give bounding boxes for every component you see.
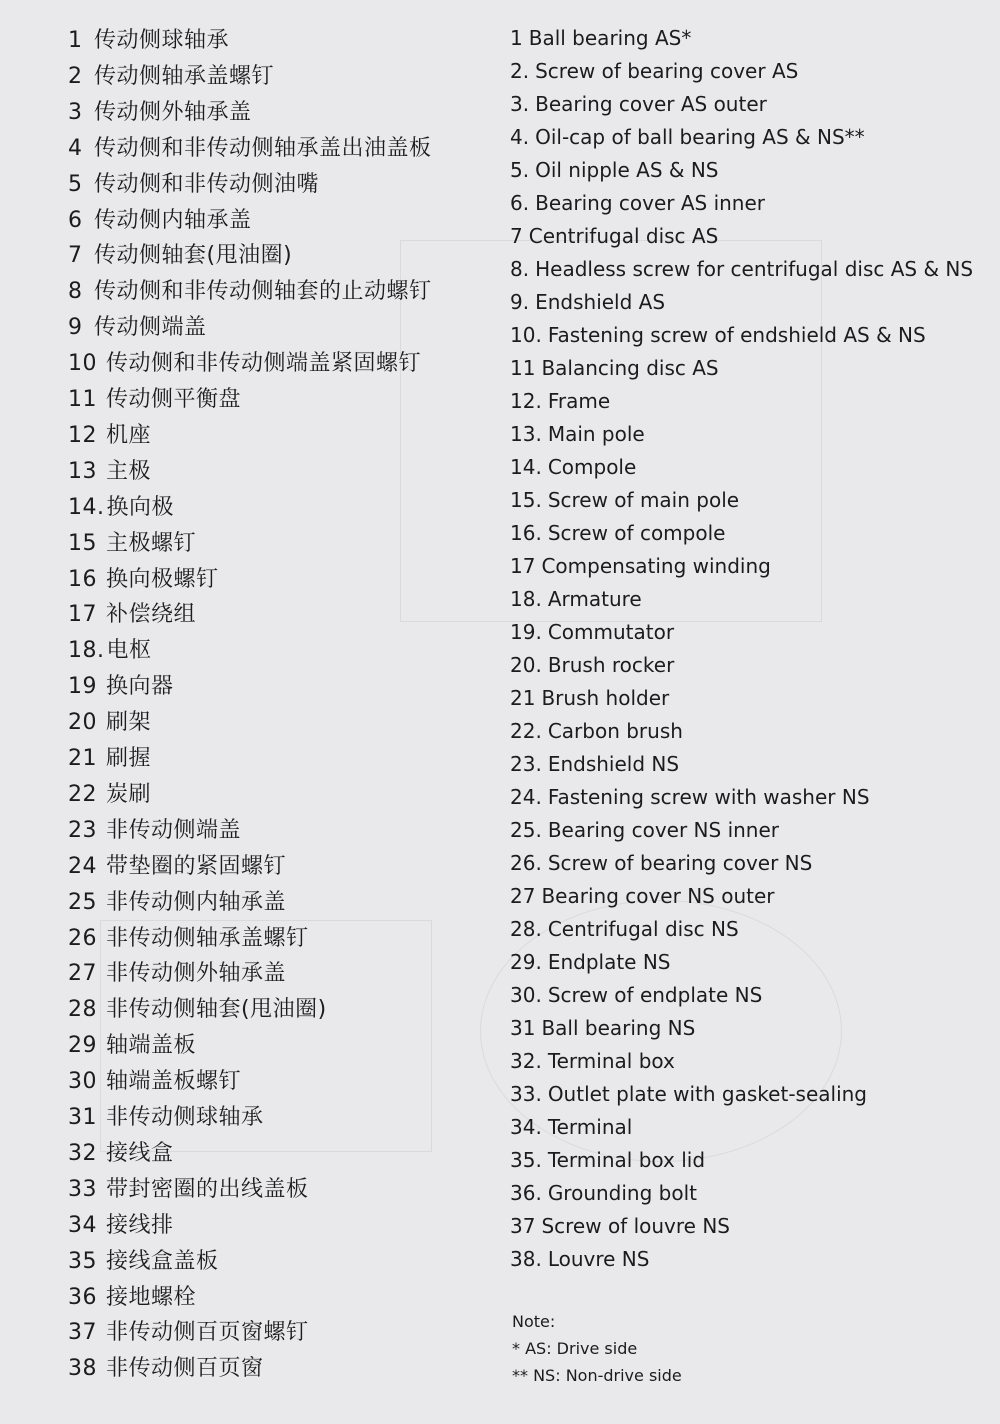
item-number: 34. xyxy=(510,1115,542,1139)
item-number: 24. xyxy=(510,785,542,809)
list-item xyxy=(510,322,926,348)
item-number: 31 xyxy=(510,1016,536,1040)
item-label: Bearing cover NS outer xyxy=(541,884,775,908)
item-label: 带封密圈的出线盖板 xyxy=(106,1176,309,1202)
item-number: 29. xyxy=(510,950,542,974)
item-number: 6. xyxy=(510,191,530,215)
item-number: 7 xyxy=(510,224,523,248)
list-item xyxy=(510,223,718,249)
item-number: 16. xyxy=(510,521,542,545)
item-number: 22. xyxy=(510,719,542,743)
list-item xyxy=(510,487,739,513)
item-label: 接地螺栓 xyxy=(106,1284,197,1310)
item-label: Screw of bearing cover NS xyxy=(547,851,813,875)
list-item xyxy=(510,91,767,117)
item-label: 传动侧和非传动侧端盖紧固螺钉 xyxy=(106,351,422,377)
item-number: 38 xyxy=(68,1356,97,1382)
item-number: 9 xyxy=(68,315,83,341)
list-item xyxy=(510,58,798,84)
item-number: 32 xyxy=(68,1140,97,1166)
item-number: 7 xyxy=(68,243,83,269)
item-label: 传动侧和非传动侧油嘴 xyxy=(94,171,320,197)
list-item xyxy=(510,685,669,711)
item-label: Compole xyxy=(547,455,637,479)
list-item xyxy=(510,124,865,150)
item-number: 30 xyxy=(68,1069,97,1095)
item-number: 14. xyxy=(510,455,542,479)
item-label: Grounding bolt xyxy=(547,1181,697,1205)
list-item xyxy=(510,520,725,546)
item-number: 17 xyxy=(68,602,97,628)
item-number: 38. xyxy=(510,1247,542,1271)
item-label: 传动侧外轴承盖 xyxy=(94,99,252,125)
list-item xyxy=(68,207,252,235)
item-label: 非传动侧轴承盖螺钉 xyxy=(106,925,309,951)
item-label: 刷架 xyxy=(106,710,152,736)
item-label: 换向器 xyxy=(106,674,174,700)
item-label: Balancing disc AS xyxy=(541,356,719,380)
item-number: 22 xyxy=(68,781,97,807)
list-item xyxy=(510,355,719,381)
item-label: Headless screw for centrifugal disc AS & NS xyxy=(535,257,974,281)
item-number: 23. xyxy=(510,752,542,776)
list-item xyxy=(510,1114,632,1140)
item-number: 36. xyxy=(510,1181,542,1205)
list-item xyxy=(510,949,671,975)
item-number: 9. xyxy=(510,290,530,314)
item-number: 16 xyxy=(68,566,97,592)
list-item xyxy=(510,421,645,447)
list-item xyxy=(68,925,309,953)
list-item xyxy=(68,278,432,306)
item-number: 5. xyxy=(510,158,530,182)
item-label: Ball bearing NS xyxy=(541,1016,696,1040)
list-item xyxy=(68,494,174,522)
list-item xyxy=(68,1104,264,1132)
list-item xyxy=(68,889,286,917)
item-label: 传动侧和非传动侧轴承盖出油盖板 xyxy=(94,135,432,161)
item-number: 14. xyxy=(68,494,105,520)
list-item xyxy=(68,817,241,845)
item-number: 19. xyxy=(510,620,542,644)
item-label: 传动侧平衡盘 xyxy=(106,387,242,412)
item-label: 主极螺钉 xyxy=(106,530,197,556)
item-number: 27 xyxy=(510,884,536,908)
list-item xyxy=(68,135,432,163)
item-label: Centrifugal disc AS xyxy=(528,224,719,248)
list-item xyxy=(68,960,286,988)
item-label: 换向极螺钉 xyxy=(106,566,219,592)
item-label: 非传动侧端盖 xyxy=(106,817,242,843)
list-item xyxy=(68,1140,174,1168)
item-label: Outlet plate with gasket-sealing xyxy=(547,1082,868,1106)
list-item xyxy=(510,289,665,315)
item-number: 30. xyxy=(510,983,542,1007)
item-number: 28 xyxy=(68,997,97,1023)
list-item xyxy=(68,673,174,701)
list-item xyxy=(510,652,674,678)
list-item xyxy=(68,745,151,773)
item-label: 轴端盖板 xyxy=(106,1033,197,1059)
item-number: 26. xyxy=(510,851,542,875)
list-item xyxy=(510,586,642,612)
item-number: 19 xyxy=(68,674,97,700)
item-label: Louvre NS xyxy=(547,1247,650,1271)
item-number: 36 xyxy=(68,1284,97,1310)
item-label: 传动侧端盖 xyxy=(94,315,207,341)
item-number: 34 xyxy=(68,1212,97,1238)
item-number: 8. xyxy=(510,257,530,281)
item-label: Oil nipple AS & NS xyxy=(535,158,719,182)
item-number: 5 xyxy=(68,171,83,197)
item-number: 12 xyxy=(68,422,97,448)
item-label: 非传动侧百页窗 xyxy=(106,1356,264,1382)
item-label: 非传动侧球轴承 xyxy=(106,1105,264,1130)
list-item xyxy=(510,619,674,645)
list-item xyxy=(68,350,421,378)
note-title: Note: xyxy=(512,1312,556,1331)
list-item xyxy=(68,566,219,594)
item-label: 轴端盖板螺钉 xyxy=(106,1069,242,1095)
item-number: 20. xyxy=(510,653,542,677)
list-item xyxy=(68,422,151,450)
item-label: 主极 xyxy=(106,458,152,484)
list-item xyxy=(510,883,775,909)
list-item xyxy=(68,99,252,127)
note-line-ns: ** NS: Non-drive side xyxy=(512,1366,682,1385)
item-number: 12. xyxy=(510,389,542,413)
list-item xyxy=(510,751,679,777)
list-item xyxy=(510,553,771,579)
item-number: 33 xyxy=(68,1176,97,1202)
item-label: Fastening screw of endshield AS & NS xyxy=(547,323,926,347)
item-label: 补偿绕组 xyxy=(106,602,197,628)
list-item xyxy=(510,190,765,216)
item-number: 4. xyxy=(510,125,530,149)
list-item xyxy=(68,386,241,414)
item-label: Ball bearing AS* xyxy=(528,26,692,50)
item-label: Screw of compole xyxy=(547,521,726,545)
item-number: 32. xyxy=(510,1049,542,1073)
item-number: 4 xyxy=(68,135,83,161)
item-label: 带垫圈的紧固螺钉 xyxy=(106,853,287,879)
item-number: 10 xyxy=(68,351,97,377)
item-number: 28. xyxy=(510,917,542,941)
item-label: 接线盒 xyxy=(106,1140,174,1166)
list-item xyxy=(68,637,152,665)
list-item xyxy=(510,388,610,414)
item-label: Compensating winding xyxy=(541,554,771,578)
item-number: 3 xyxy=(68,99,83,125)
item-label: 换向极 xyxy=(106,494,175,520)
item-number: 15 xyxy=(68,530,97,556)
item-label: Screw of bearing cover AS xyxy=(535,59,799,83)
item-number: 37 xyxy=(68,1320,97,1346)
item-label: 传动侧球轴承 xyxy=(94,28,230,53)
item-label: Terminal xyxy=(547,1115,633,1139)
item-number: 1 xyxy=(510,26,523,50)
list-item xyxy=(510,25,691,51)
item-label: 传动侧内轴承盖 xyxy=(94,207,252,233)
item-number: 2. xyxy=(510,59,530,83)
item-number: 33. xyxy=(510,1082,542,1106)
list-item xyxy=(510,850,812,876)
item-label: Endplate NS xyxy=(547,950,671,974)
list-item xyxy=(510,454,636,480)
list-item xyxy=(68,1284,196,1312)
item-number: 3. xyxy=(510,92,530,116)
item-label: 接线盒盖板 xyxy=(106,1248,219,1274)
list-item xyxy=(68,314,207,342)
list-item xyxy=(68,1032,196,1060)
item-label: 传动侧轴承盖螺钉 xyxy=(94,63,275,89)
item-number: 35. xyxy=(510,1148,542,1172)
item-label: 炭刷 xyxy=(106,781,152,807)
list-item xyxy=(68,27,229,55)
list-item xyxy=(510,1213,730,1239)
list-item xyxy=(68,709,151,737)
list-item xyxy=(68,63,274,91)
item-number: 15. xyxy=(510,488,542,512)
list-item xyxy=(68,1355,264,1383)
list-item xyxy=(510,1015,695,1041)
list-item xyxy=(68,1248,219,1276)
item-number: 21 xyxy=(510,686,536,710)
list-item xyxy=(68,242,292,270)
item-number: 8 xyxy=(68,279,83,305)
item-number: 26 xyxy=(68,925,97,951)
item-number: 27 xyxy=(68,961,97,987)
note-line-as: * AS: Drive side xyxy=(512,1339,638,1358)
item-label: Brush holder xyxy=(541,686,670,710)
item-number: 11 xyxy=(510,356,536,380)
item-label: Carbon brush xyxy=(547,719,683,743)
list-item xyxy=(510,256,973,282)
list-item xyxy=(510,157,719,183)
item-number: 21 xyxy=(68,746,97,771)
item-number: 17 xyxy=(510,554,536,578)
item-number: 11 xyxy=(68,387,97,412)
item-label: Screw of louvre NS xyxy=(541,1214,730,1238)
item-label: 非传动侧轴套(甩油圈) xyxy=(106,997,327,1023)
list-item xyxy=(510,916,739,942)
item-label: Main pole xyxy=(547,422,645,446)
item-number: 1 xyxy=(68,28,83,53)
item-number: 13 xyxy=(68,458,97,484)
item-label: Frame xyxy=(547,389,611,413)
item-label: 电枢 xyxy=(106,638,152,664)
list-item xyxy=(68,1319,309,1347)
list-item xyxy=(510,1246,649,1272)
item-label: 刷握 xyxy=(106,746,152,771)
item-label: Screw of main pole xyxy=(547,488,740,512)
item-label: Armature xyxy=(547,587,642,611)
list-item xyxy=(68,458,151,486)
item-label: Bearing cover AS outer xyxy=(535,92,767,116)
item-number: 10. xyxy=(510,323,542,347)
list-item xyxy=(510,817,779,843)
item-label: Brush rocker xyxy=(547,653,675,677)
item-label: 传动侧和非传动侧轴套的止动螺钉 xyxy=(94,279,432,305)
item-label: Terminal box lid xyxy=(547,1148,706,1172)
list-item xyxy=(68,530,196,558)
list-item xyxy=(68,1176,309,1204)
item-number: 25 xyxy=(68,889,97,915)
item-number: 2 xyxy=(68,63,83,89)
item-label: Commutator xyxy=(547,620,675,644)
list-item xyxy=(68,781,151,809)
item-number: 18. xyxy=(510,587,542,611)
item-number: 13. xyxy=(510,422,542,446)
item-label: Bearing cover NS inner xyxy=(547,818,780,842)
list-item xyxy=(68,996,327,1024)
list-item xyxy=(68,853,286,881)
list-item xyxy=(510,1180,697,1206)
list-item xyxy=(510,982,762,1008)
list-item xyxy=(68,601,196,629)
item-label: Terminal box xyxy=(547,1049,675,1073)
list-item xyxy=(68,1068,241,1096)
item-label: 传动侧轴套(甩油圈) xyxy=(94,243,293,269)
item-number: 18. xyxy=(68,638,105,664)
item-number: 20 xyxy=(68,710,97,736)
list-item xyxy=(510,1048,675,1074)
item-number: 29 xyxy=(68,1033,97,1059)
item-number: 37 xyxy=(510,1214,536,1238)
list-item xyxy=(510,1147,705,1173)
item-number: 24 xyxy=(68,853,97,879)
item-label: Centrifugal disc NS xyxy=(547,917,739,941)
item-number: 23 xyxy=(68,817,97,843)
item-label: Endshield AS xyxy=(535,290,666,314)
item-label: Bearing cover AS inner xyxy=(535,191,766,215)
list-item xyxy=(510,1081,867,1107)
list-item xyxy=(68,1212,174,1240)
item-label: Screw of endplate NS xyxy=(547,983,763,1007)
item-label: 机座 xyxy=(106,422,152,448)
item-number: 25. xyxy=(510,818,542,842)
item-number: 31 xyxy=(68,1105,97,1130)
list-item xyxy=(510,718,683,744)
item-label: 非传动侧百页窗螺钉 xyxy=(106,1320,309,1346)
item-label: 非传动侧外轴承盖 xyxy=(106,961,287,987)
item-number: 35 xyxy=(68,1248,97,1274)
list-item xyxy=(510,784,870,810)
item-label: Endshield NS xyxy=(547,752,680,776)
item-label: Fastening screw with washer NS xyxy=(547,785,870,809)
item-label: Oil-cap of ball bearing AS & NS** xyxy=(535,125,865,149)
item-label: 非传动侧内轴承盖 xyxy=(106,889,287,915)
list-item xyxy=(68,171,319,199)
item-number: 6 xyxy=(68,207,83,233)
item-label: 接线排 xyxy=(106,1212,174,1238)
